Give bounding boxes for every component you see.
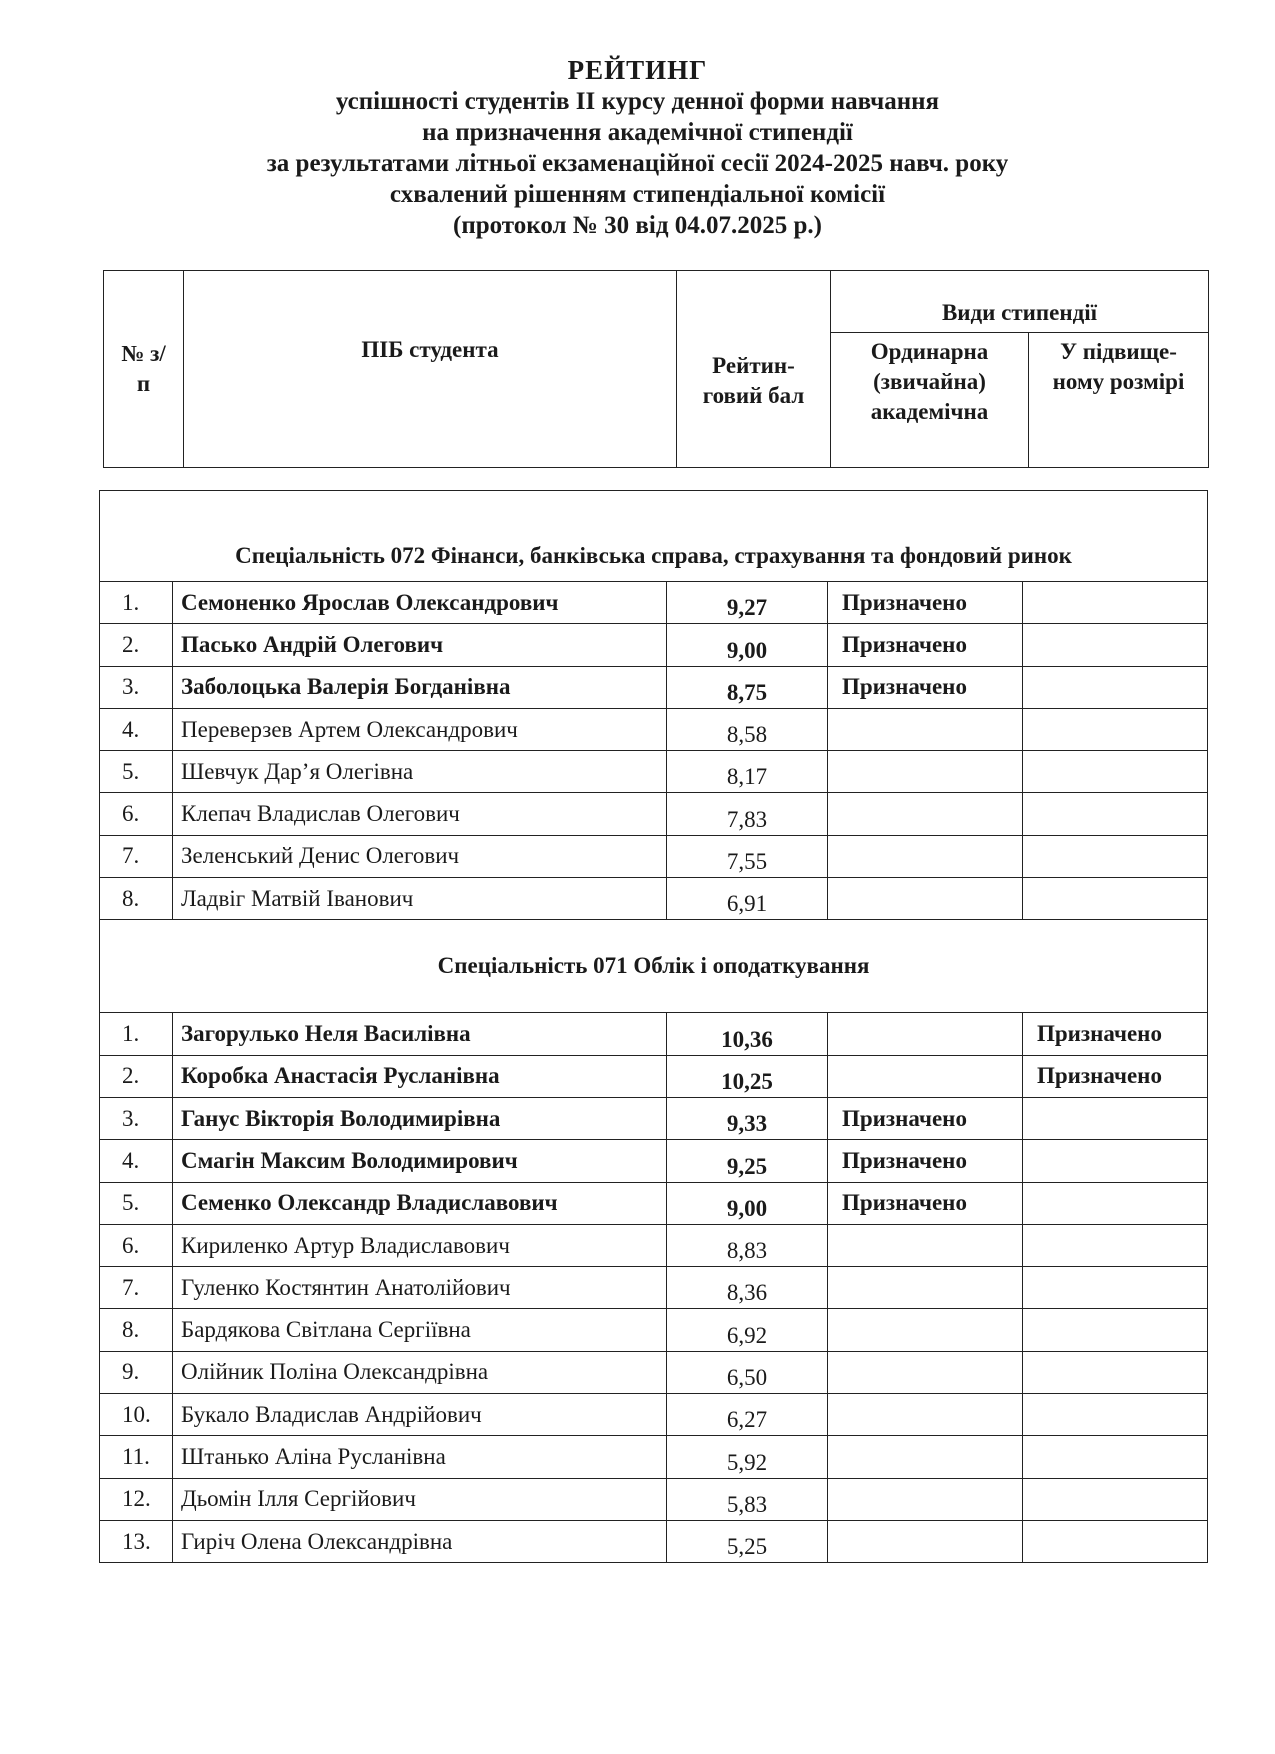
- student-name: Бардякова Світлана Сергіївна: [173, 1309, 667, 1351]
- increased-scholarship: [1023, 1097, 1208, 1139]
- table-row: [100, 835, 1208, 877]
- rating-score: 5,25: [667, 1520, 828, 1562]
- increased-scholarship: [1023, 582, 1208, 624]
- ordinary-scholarship: [828, 1478, 1023, 1520]
- header-name: ПІБ студента: [184, 271, 677, 468]
- ordinary-scholarship: [828, 1055, 1023, 1097]
- rating-score: 8,58: [667, 708, 828, 750]
- row-number: 1.: [100, 1013, 173, 1055]
- table-row: [100, 624, 1208, 666]
- rating-score: 9,25: [667, 1140, 828, 1182]
- ordinary-scholarship: [828, 1394, 1023, 1436]
- row-number: 4.: [100, 1140, 173, 1182]
- increased-scholarship: [1023, 1309, 1208, 1351]
- row-number: 5.: [100, 1182, 173, 1224]
- increased-scholarship: [1023, 1478, 1208, 1520]
- rating-score: 10,36: [667, 1013, 828, 1055]
- row-number: 2.: [100, 624, 173, 666]
- ordinary-scholarship: [828, 751, 1023, 793]
- row-number: 12.: [100, 1478, 173, 1520]
- specialty-title: Спеціальність 072 Фінанси, банківська справа, страхування та фондовий ринок: [100, 491, 1208, 582]
- student-name: Клепач Владислав Олегович: [173, 793, 667, 835]
- table-row: [100, 751, 1208, 793]
- header-scholarship-types: Види стипендії: [831, 271, 1209, 333]
- ordinary-scholarship: Призначено: [828, 1097, 1023, 1139]
- row-number: 8.: [100, 878, 173, 920]
- rating-score: 6,91: [667, 878, 828, 920]
- student-name: Штанько Аліна Русланівна: [173, 1436, 667, 1478]
- table-row: [100, 1055, 1208, 1097]
- ordinary-scholarship: [828, 878, 1023, 920]
- row-number: 6.: [100, 793, 173, 835]
- row-number: 3.: [100, 1097, 173, 1139]
- student-name: Дьомін Ілля Сергійович: [173, 1478, 667, 1520]
- table-row: [100, 666, 1208, 708]
- table-row: [100, 1309, 1208, 1351]
- ordinary-scholarship: Призначено: [828, 1140, 1023, 1182]
- row-number: 13.: [100, 1520, 173, 1562]
- student-name: Заболоцька Валерія Богданівна: [173, 666, 667, 708]
- specialty-title: Спеціальність 071 Облік і оподаткування: [100, 920, 1208, 1013]
- table-row: [100, 1351, 1208, 1393]
- table-row: [100, 1097, 1208, 1139]
- increased-scholarship: [1023, 1394, 1208, 1436]
- rating-score: 10,25: [667, 1055, 828, 1097]
- rating-table: [99, 490, 1208, 1563]
- ordinary-scholarship: [828, 708, 1023, 750]
- table-row: [100, 1013, 1208, 1055]
- increased-scholarship: [1023, 1182, 1208, 1224]
- table-row: [100, 1182, 1208, 1224]
- subtitle-line: за результатами літньої екзаменаційної сесії 2024-2025 навч. року: [266, 150, 1009, 177]
- student-name: Семенко Олександр Владиславович: [173, 1182, 667, 1224]
- header-increased: У підвище-ному розмірі: [1029, 333, 1209, 468]
- increased-scholarship: [1023, 878, 1208, 920]
- student-name: Гуленко Костянтин Анатолійович: [173, 1267, 667, 1309]
- rating-score: 6,92: [667, 1309, 828, 1351]
- header-ordinary: Ординарна (звичайна) академічна: [831, 333, 1029, 468]
- row-number: 8.: [100, 1309, 173, 1351]
- ordinary-scholarship: [828, 1520, 1023, 1562]
- document-title-block: [0, 55, 1275, 241]
- rating-score: 9,00: [667, 624, 828, 666]
- ordinary-scholarship: Призначено: [828, 666, 1023, 708]
- row-number: 10.: [100, 1394, 173, 1436]
- row-number: 5.: [100, 751, 173, 793]
- rating-score: 6,27: [667, 1394, 828, 1436]
- ordinary-scholarship: [828, 1224, 1023, 1266]
- increased-scholarship: [1023, 624, 1208, 666]
- increased-scholarship: [1023, 793, 1208, 835]
- subtitle-line: успішності студентів ІІ курсу денної форми навчання: [335, 88, 940, 115]
- ordinary-scholarship: [828, 1436, 1023, 1478]
- table-row: [100, 1267, 1208, 1309]
- student-name: Пасько Андрій Олегович: [173, 624, 667, 666]
- student-name: Зеленський Денис Олегович: [173, 835, 667, 877]
- table-row: [100, 878, 1208, 920]
- increased-scholarship: [1023, 708, 1208, 750]
- ordinary-scholarship: [828, 835, 1023, 877]
- student-name: Олійник Поліна Олександрівна: [173, 1351, 667, 1393]
- ordinary-scholarship: [828, 1351, 1023, 1393]
- table-row: [100, 708, 1208, 750]
- student-name: Кириленко Артур Владиславович: [173, 1224, 667, 1266]
- rating-score: 8,83: [667, 1224, 828, 1266]
- row-number: 3.: [100, 666, 173, 708]
- rating-score: 8,36: [667, 1267, 828, 1309]
- rating-score: 6,50: [667, 1351, 828, 1393]
- increased-scholarship: [1023, 1267, 1208, 1309]
- rating-score: 8,75: [667, 666, 828, 708]
- increased-scholarship: [1023, 751, 1208, 793]
- table-row: [100, 1224, 1208, 1266]
- header-number: № з/п: [104, 271, 184, 468]
- student-name: Загорулько Неля Василівна: [173, 1013, 667, 1055]
- student-name: Гиріч Олена Олександрівна: [173, 1520, 667, 1562]
- row-number: 9.: [100, 1351, 173, 1393]
- ordinary-scholarship: Призначено: [828, 582, 1023, 624]
- student-name: Ладвіг Матвій Іванович: [173, 878, 667, 920]
- ordinary-scholarship: Призначено: [828, 1182, 1023, 1224]
- increased-scholarship: [1023, 835, 1208, 877]
- student-name: Семоненко Ярослав Олександрович: [173, 582, 667, 624]
- increased-scholarship: Призначено: [1023, 1055, 1208, 1097]
- specialty-header-row: [100, 920, 1208, 1013]
- ordinary-scholarship: [828, 1309, 1023, 1351]
- row-number: 4.: [100, 708, 173, 750]
- student-name: Букало Владислав Андрійович: [173, 1394, 667, 1436]
- table-row: [100, 793, 1208, 835]
- row-number: 7.: [100, 1267, 173, 1309]
- specialty-header-row: [100, 491, 1208, 582]
- increased-scholarship: [1023, 1140, 1208, 1182]
- rating-score: 5,92: [667, 1436, 828, 1478]
- student-name: Ганус Вікторія Володимирівна: [173, 1097, 667, 1139]
- table-row: [100, 1140, 1208, 1182]
- table-row: [100, 1394, 1208, 1436]
- rating-table-body: [100, 491, 1208, 1563]
- ordinary-scholarship: [828, 1267, 1023, 1309]
- document-title: РЕЙТИНГ: [567, 55, 708, 85]
- table-row: [100, 582, 1208, 624]
- student-name: Шевчук Дар’я Олегівна: [173, 751, 667, 793]
- ordinary-scholarship: [828, 1013, 1023, 1055]
- ordinary-scholarship: Призначено: [828, 624, 1023, 666]
- subtitle-line: схвалений рішенням стипендіальної комісії: [389, 181, 886, 208]
- table-row: [100, 1436, 1208, 1478]
- column-header-table: [103, 270, 1209, 468]
- increased-scholarship: Призначено: [1023, 1013, 1208, 1055]
- row-number: 11.: [100, 1436, 173, 1478]
- ordinary-scholarship: [828, 793, 1023, 835]
- increased-scholarship: [1023, 1351, 1208, 1393]
- row-number: 6.: [100, 1224, 173, 1266]
- table-row: [100, 1478, 1208, 1520]
- rating-score: 8,17: [667, 751, 828, 793]
- table-row: [100, 1520, 1208, 1562]
- subtitle-line: на призначення академічної стипендії: [422, 119, 853, 146]
- protocol-line: (протокол № 30 від 04.07.2025 р.): [453, 212, 822, 239]
- student-name: Коробка Анастасія Русланівна: [173, 1055, 667, 1097]
- rating-score: 9,00: [667, 1182, 828, 1224]
- increased-scholarship: [1023, 1520, 1208, 1562]
- increased-scholarship: [1023, 666, 1208, 708]
- rating-score: 7,83: [667, 793, 828, 835]
- rating-score: 9,27: [667, 582, 828, 624]
- row-number: 7.: [100, 835, 173, 877]
- rating-score: 5,83: [667, 1478, 828, 1520]
- student-name: Смагін Максим Володимирович: [173, 1140, 667, 1182]
- row-number: 2.: [100, 1055, 173, 1097]
- student-name: Переверзев Артем Олександрович: [173, 708, 667, 750]
- rating-score: 9,33: [667, 1097, 828, 1139]
- header-score: Рейтин-говий бал: [677, 271, 831, 468]
- increased-scholarship: [1023, 1224, 1208, 1266]
- rating-score: 7,55: [667, 835, 828, 877]
- increased-scholarship: [1023, 1436, 1208, 1478]
- row-number: 1.: [100, 582, 173, 624]
